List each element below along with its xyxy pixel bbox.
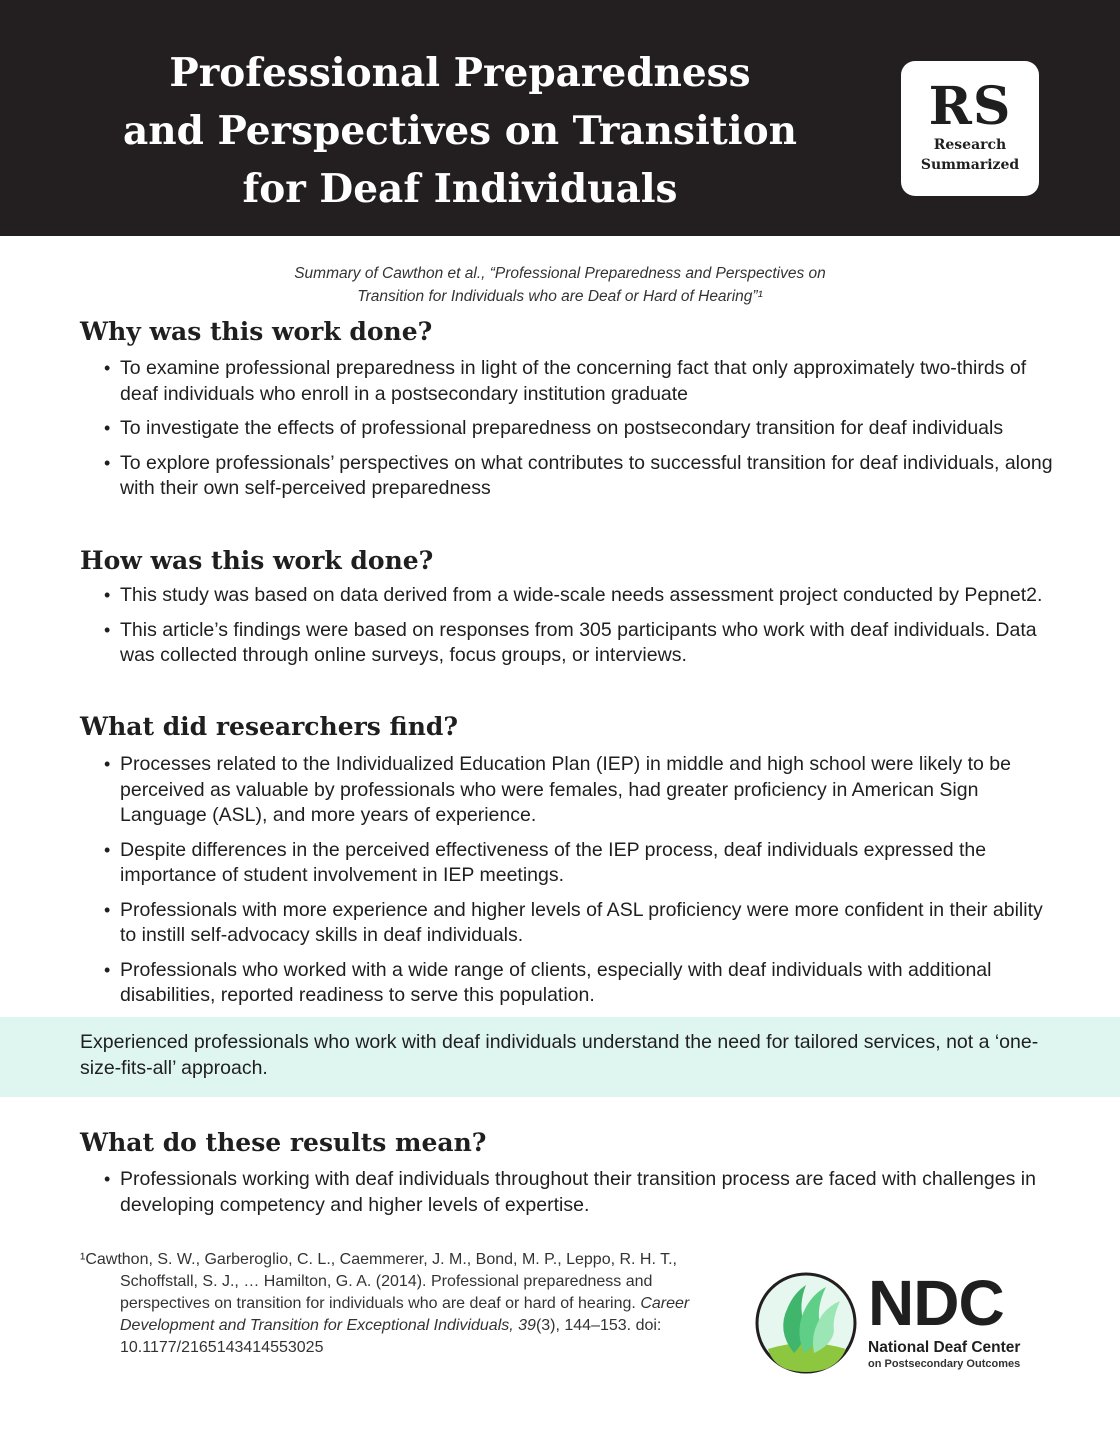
list-item: • Processes related to the Individualized Education Plan (IEP) in middle and high school were likely to be perceived as valuable by professionals who were females, had greater proficiency in American Sign Language (ASL), and more years of experience. xyxy=(104,752,1054,829)
reference-issue: (3), 144–153. doi: 10.1177/2165143414553025 xyxy=(120,1317,662,1356)
ndc-full-name: National Deaf Center xyxy=(868,1339,1021,1356)
bullet-list-findings xyxy=(104,752,1054,1009)
citation-line: Summary of Cawthon et al., “Professional Preparedness and Perspectives on xyxy=(294,265,826,282)
reference-journal: Career Development and Transition for Exceptional Individuals, 39 xyxy=(120,1295,690,1334)
list-item: • Professionals who worked with a wide range of clients, especially with deaf individuals with additional disabilities, reported readiness to serve this population. xyxy=(104,958,1054,1009)
list-item: • To explore professionals’ perspectives on what contributes to successful transition for deaf individuals, along with their own self-perceived preparedness xyxy=(104,451,1054,502)
citation-line: Transition for Individuals who are Deaf or Hard of Hearing”¹ xyxy=(357,288,763,305)
list-item: • To investigate the effects of professional preparedness on postsecondary transition for deaf individuals xyxy=(104,416,1054,442)
title-line: for Deaf Individuals xyxy=(242,166,678,212)
key-takeaway-callout xyxy=(0,1017,1120,1097)
reference-details xyxy=(80,1271,720,1359)
callout-text: Experienced professionals who work with deaf individuals understand the need for tailored services, not a ‘one-size-fits-all’ approach. xyxy=(80,1031,1039,1079)
badge-line: Summarized xyxy=(920,157,1020,173)
header-banner xyxy=(0,0,1120,236)
section-heading-how: How was this work done? xyxy=(80,546,434,575)
reference-authors: ¹Cawthon, S. W., Garberoglio, C. L., Caemmerer, J. M., Bond, M. P., Leppo, R. H. T., xyxy=(80,1251,677,1268)
badge-letters: RS xyxy=(928,76,1012,137)
bullet-list-how xyxy=(104,583,1054,669)
bullet-list-why xyxy=(104,356,1054,502)
page-title xyxy=(60,44,860,218)
reference-title: Schoffstall, S. J., … Hamilton, G. A. (2014). Professional preparedness and perspectives on transition for individuals who are deaf or hard of hearing. xyxy=(120,1273,653,1312)
research-summarized-badge xyxy=(901,61,1039,196)
list-item: • Professionals with more experience and higher levels of ASL proficiency were more confident in their ability to instill self-advocacy skills in deaf individuals. xyxy=(104,898,1054,949)
bullet-list-meaning xyxy=(104,1167,1054,1218)
list-item: • Despite differences in the perceived effectiveness of the IEP process, deaf individuals expressed the importance of student involvement in IEP meetings. xyxy=(104,838,1054,889)
list-item: • This study was based on data derived from a wide-scale needs assessment project conducted by Pepnet2. xyxy=(104,583,1054,609)
section-heading-findings: What did researchers find? xyxy=(80,712,459,741)
ndc-acronym: NDC xyxy=(868,1267,1004,1339)
title-line: Professional Preparedness xyxy=(169,50,751,96)
list-item: • Professionals working with deaf individuals throughout their transition process are faced with challenges in developing competency and higher levels of expertise. xyxy=(104,1167,1054,1218)
list-item: • To examine professional preparedness in light of the concerning fact that only approximately two-thirds of deaf individuals who enroll in a postsecondary institution graduate xyxy=(104,356,1054,407)
title-line: and Perspectives on Transition xyxy=(122,108,797,154)
ndc-tagline: on Postsecondary Outcomes xyxy=(868,1358,1021,1370)
section-heading-meaning: What do these results mean? xyxy=(80,1128,487,1157)
section-heading-why: Why was this work done? xyxy=(80,317,433,346)
badge-line: Research xyxy=(933,137,1007,153)
summary-citation xyxy=(200,262,920,308)
list-item: • This article’s findings were based on responses from 305 participants who work with deaf individuals. Data was collected through online surveys, focus groups, or interviews. xyxy=(104,618,1054,669)
footnote-reference xyxy=(80,1249,720,1359)
ndc-leaf-logo-icon xyxy=(754,1271,858,1375)
